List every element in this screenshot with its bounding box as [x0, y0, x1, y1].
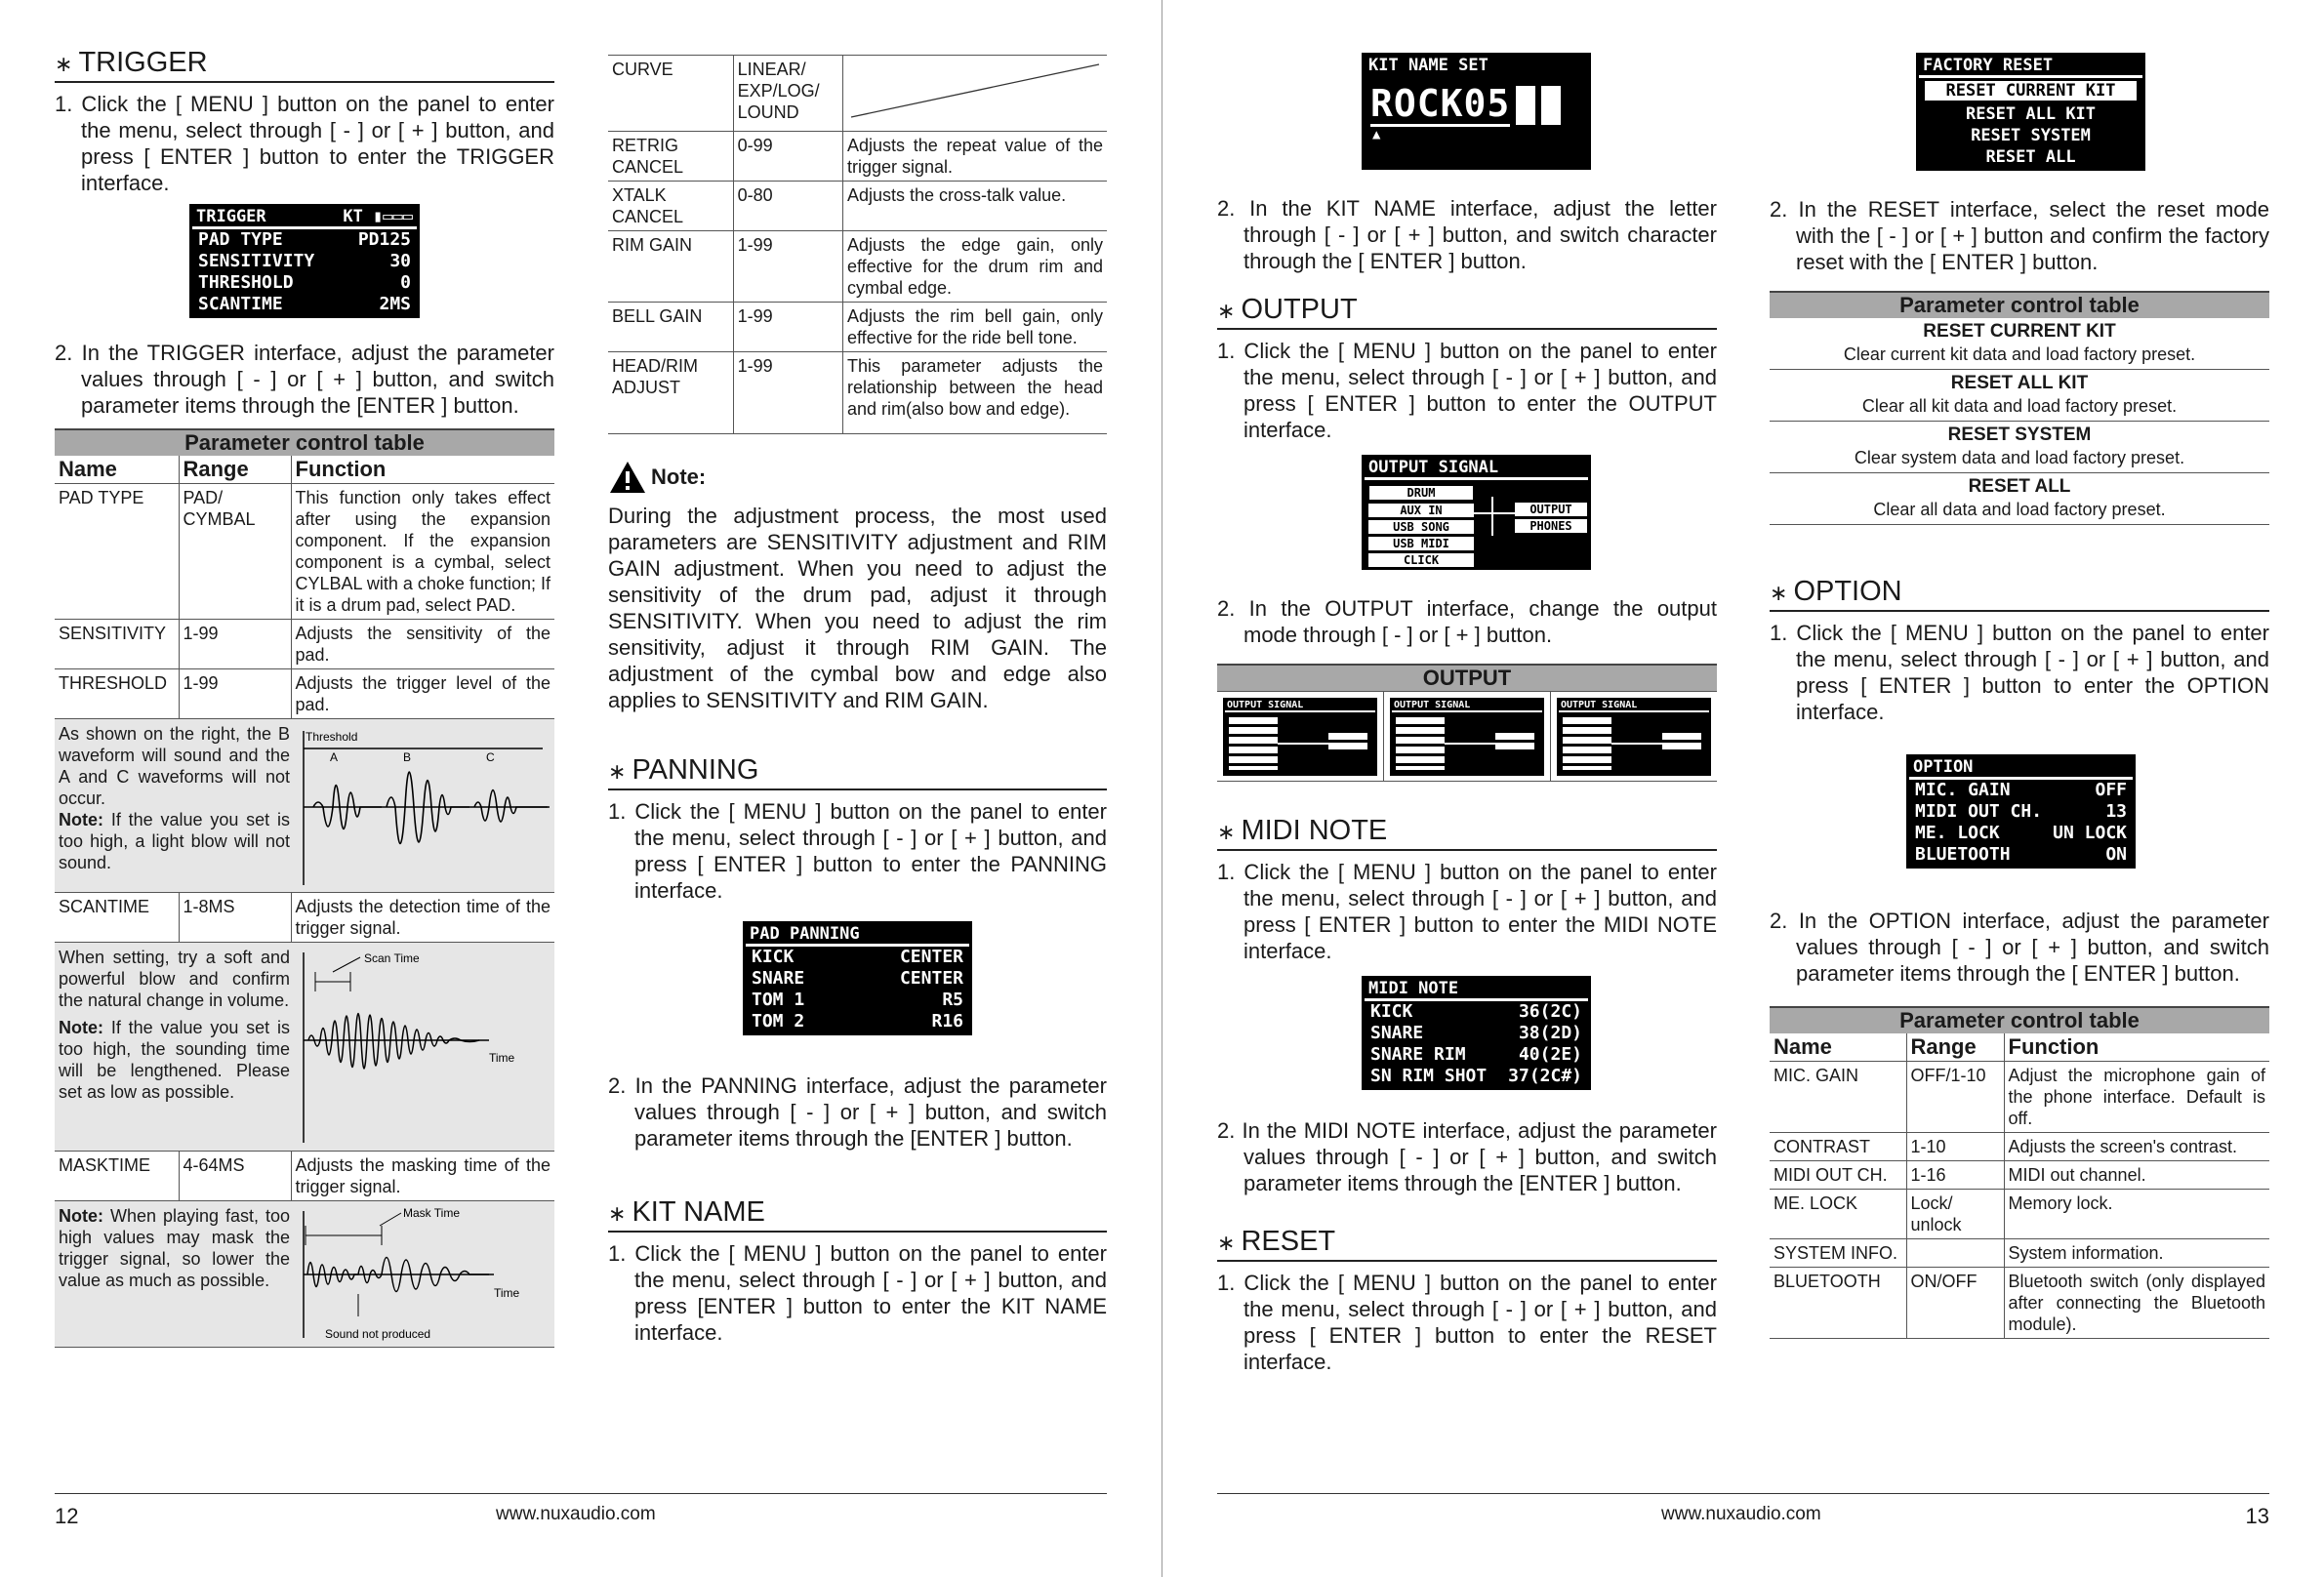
trigger-param-table-cont [608, 55, 1107, 434]
midi-step2: 2. In the MIDI NOTE interface, adjust the parameter values through [ - ] or [ + ] button, and switch parameter items through the [ENTER ] button. [1217, 1118, 1717, 1195]
section-title: ∗ KIT NAME [608, 1196, 1107, 1233]
threshold-note-block: As shown on the right, the B waveform will sound and the A and C waveforms will not occur. Note: If the value you set is too high, a light blow will not sound. Threshold A B C [55, 719, 554, 893]
note-heading [608, 460, 1107, 495]
trigger-lcd [189, 204, 420, 318]
note-text: During the adjustment process, the most used parameters are SENSITIVITY adjustment and RIM GAIN adjustment. When you need to adjust the sensitivity of the drum pad, adjust it through SENSITIVITY. When you need to adjust the rim sensitivity, adjust it through RIM GAIN. The adjustment of the cymbal bow and edge also applies to SENSITIVITY and RIM GAIN. [608, 504, 1107, 712]
column-4 [1770, 53, 2269, 1339]
column-2 [608, 55, 1107, 1346]
table-row: MIC. GAIN OFF/1-10 Adjust the microphone gain of the phone interface. Default is off. [1770, 1062, 2269, 1133]
option-param-table [1770, 1006, 2269, 1339]
table-row: CONTRAST 1-10 Adjusts the screen's contrast. [1770, 1133, 2269, 1161]
section-title: ∗ OUTPUT [1217, 294, 1717, 330]
lcd-label: PAD TYPE [198, 229, 283, 250]
trigger-title: TRIGGER [78, 47, 208, 78]
lcd-title: MIDI NOTE [1368, 979, 1459, 998]
svg-text:C: C [486, 750, 495, 764]
panning-title: PANNING [632, 754, 759, 786]
table-row: HEAD/RIM ADJUST 1-99 This parameter adjusts the relationship between the head and rim(also bow and edge). [608, 352, 1107, 434]
svg-text:B: B [403, 750, 412, 764]
kitname-step2: 2. In the KIT NAME interface, adjust the letter through [ - ] or [ + ] button, and switch character through the [ ENTER ] button. [1217, 196, 1717, 273]
table-row: RIM GAIN 1-99 Adjusts the edge gain, only effective for the drum rim and cymbal edge. [608, 231, 1107, 303]
factory-reset-lcd: FACTORY RESET RESET CURRENT KIT RESET ALL KIT RESET SYSTEM RESET ALL [1916, 53, 2145, 171]
table-row: ME. LOCK Lock/ unlock Memory lock. [1770, 1190, 2269, 1239]
option-title: OPTION [1793, 576, 1902, 607]
svg-text:Mask Time: Mask Time [403, 1206, 461, 1220]
panning-lcd: PAD PANNING KICK CENTER SNARE CENTER TOM 1 R5 TOM 2 R16 [743, 921, 972, 1035]
scantime-note-block: When setting, try a soft and powerful blow and confirm the natural change in volume. Note: If the value you set is too high, the sounding time will be lengthened. Please set as low as possible. Scan Time Time [55, 943, 554, 1152]
table-row: CURVE LINEAR/ EXP/LOG/ LOUND [608, 56, 1107, 132]
svg-text:A: A [330, 750, 339, 764]
footer-right [1217, 1493, 2269, 1528]
lcd-title: FACTORY RESET [1923, 56, 2054, 75]
output-mode-2: OUTPUT SIGNAL [1384, 692, 1551, 781]
table-row: RETRIG CANCEL 0-99 Adjusts the repeat value of the trigger signal. [608, 132, 1107, 182]
output-step1: 1. Click the [ MENU ] button on the panel to enter the menu, select through [ - ] or [ + ] button, and press [ ENTER ] button to enter the OUTPUT interface. [1217, 339, 1717, 442]
table-row: MASKTIME 4-64MS Adjusts the masking time of the trigger signal. [55, 1152, 554, 1201]
kitname-title: KIT NAME [632, 1196, 765, 1228]
lcd-label: SCANTIME [198, 294, 283, 314]
midi-step1: 1. Click the [ MENU ] button on the panel to enter the menu, select through [ - ] or [ + ] button, and press [ ENTER ] button to enter the MIDI NOTE interface. [1217, 860, 1717, 963]
table-row: SCANTIME 1-8MS Adjusts the detection time of the trigger signal. [55, 893, 554, 943]
option-step1: 1. Click the [ MENU ] button on the panel to enter the menu, select through [ - ] or [ + ] button, and press [ ENTER ] button to enter the OPTION interface. [1770, 621, 2269, 724]
reset-title: RESET [1241, 1226, 1336, 1257]
table-row: BLUETOOTH ON/OFF Bluetooth switch (only displayed after connecting the Bluetooth module). [1770, 1268, 2269, 1339]
lcd-title: TRIGGER [196, 207, 266, 226]
svg-text:Time: Time [494, 1286, 520, 1300]
lcd-title: OUTPUT SIGNAL [1368, 458, 1499, 477]
table-row: XTALK CANCEL 0-80 Adjusts the cross-talk value. [608, 182, 1107, 231]
svg-text:Sound not produced: Sound not produced [325, 1327, 431, 1341]
trigger-step2: 2. In the TRIGGER interface, adjust the parameter values through [ - ] or [ + ] button, and switch parameter items through the [ENTER ] button. [55, 341, 554, 418]
header-function: Function [2004, 1033, 2269, 1062]
table-row: SENSITIVITY 1-99 Adjusts the sensitivity of the pad. [55, 620, 554, 669]
output-table [1217, 664, 1717, 782]
section-title: ∗ TRIGGER [55, 47, 554, 83]
masktime-waveform-figure [294, 1201, 552, 1346]
threshold-note2: If the value you set is too high, a light blow will not sound. [59, 810, 290, 872]
scantime-waveform-figure [294, 943, 552, 1148]
table-row: BELL GAIN 1-99 Adjusts the rim bell gain, only effective for the ride bell tone. [608, 303, 1107, 352]
lcd-value: 0 [400, 272, 411, 293]
option-step2: 2. In the OPTION interface, adjust the parameter values through [ - ] or [ + ] button, and switch parameter items through the [ ENTER ] button. [1770, 909, 2269, 986]
website-url: www.nuxaudio.com [496, 1504, 656, 1524]
kitname-value: ROCK05 [1370, 83, 1582, 127]
output-mode-3: OUTPUT SIGNAL [1551, 692, 1717, 781]
header-range: Range [179, 456, 291, 484]
trigger-section [55, 47, 554, 1348]
table-caption: Parameter control table [1770, 291, 2269, 318]
lcd-value: 2MS [379, 294, 411, 314]
scantime-note2: If the value you set is too high, the sounding time will be lengthened. Please set as low as possible. [59, 1018, 290, 1102]
threshold-waveform-figure [294, 719, 552, 890]
output-title: OUTPUT [1241, 294, 1358, 325]
table-row: RESET CURRENT KIT Clear current kit data and load factory preset. [1770, 318, 2269, 370]
page-number: 13 [2245, 1504, 2269, 1528]
lcd-value: PD125 [357, 229, 411, 250]
table-row: PAD TYPE PAD/ CYMBAL This function only takes effect after using the expansion component. If the expansion component is a cymbal, select CYLBAL with a choke function; If it is a drum pad, select PAD. [55, 484, 554, 620]
table-row: MIDI OUT CH. 1-16 MIDI out channel. [1770, 1161, 2269, 1190]
midi-lcd: MIDI NOTE KICK 36(2C) SNARE 38(2D) SNARE RIM 40(2E) SN RIM SHOT 37(2C#) [1362, 976, 1591, 1090]
footer-left [55, 1493, 1107, 1529]
option-lcd: OPTION MIC. GAIN OFF MIDI OUT CH. 13 ME. LOCK UN LOCK BLUETOOTH ON [1906, 754, 2136, 869]
table-row: SYSTEM INFO. System information. [1770, 1239, 2269, 1268]
scantime-note: When setting, try a soft and powerful blow and confirm the natural change in volume. [59, 948, 290, 1010]
section-title: ∗ RESET [1217, 1226, 1717, 1262]
table-row: RESET ALL Clear all data and load factory preset. [1770, 473, 2269, 525]
kitname-step1: 1. Click the [ MENU ] button on the panel to enter the menu, select through [ - ] or [ + ] button, and press [ENTER ] button to enter the KIT NAME interface. [608, 1241, 1107, 1345]
svg-text:Scan Time: Scan Time [364, 951, 420, 965]
kitname-lcd [1362, 53, 1591, 170]
output-step2: 2. In the OUTPUT interface, change the output mode through [ - ] or [ + ] button. [1217, 596, 1717, 647]
section-title: ∗ OPTION [1770, 576, 2269, 612]
website-url: www.nuxaudio.com [1661, 1504, 1821, 1524]
lcd-title: OPTION [1913, 757, 1974, 777]
panning-step2: 2. In the PANNING interface, adjust the parameter values through [ - ] or [ + ] button, and switch parameter items through the [ENTER ] button. [608, 1073, 1107, 1151]
lcd-value: 30 [389, 251, 411, 271]
note-title: Note: [651, 465, 707, 489]
table-row: RESET ALL KIT Clear all kit data and load factory preset. [1770, 370, 2269, 422]
page-number: 12 [55, 1504, 79, 1528]
output-lcd: OUTPUT SIGNAL DRUM AUX IN USB SONG USB MIDI CLICK OUTPUT PHONES [1362, 455, 1591, 570]
reset-param-table [1770, 291, 2269, 525]
warning-icon [608, 460, 647, 495]
cursor-icon: ▲ [1372, 127, 1381, 142]
mask-note: When playing fast, too high values may mask the trigger signal, so lower the value as much as possible. [59, 1206, 290, 1290]
header-name: Name [55, 456, 179, 484]
lcd-title: PAD PANNING [750, 924, 860, 944]
header-function: Function [291, 456, 554, 484]
curve-diagram [843, 56, 1108, 132]
svg-text:Time: Time [489, 1051, 515, 1065]
lcd-title: KIT NAME SET [1368, 56, 1488, 75]
lcd-label: SENSITIVITY [198, 251, 315, 271]
header-name: Name [1770, 1033, 1906, 1062]
table-row: RESET SYSTEM Clear system data and load factory preset. [1770, 422, 2269, 473]
table-caption: Parameter control table [55, 428, 554, 456]
reset-step2: 2. In the RESET interface, select the reset mode with the [ - ] or [ + ] button and confirm the factory reset with the [ ENTER ] button. [1770, 197, 2269, 274]
output-mode-1: OUTPUT SIGNAL [1217, 692, 1384, 781]
reset-step1: 1. Click the [ MENU ] button on the panel to enter the menu, select through [ - ] or [ + ] button, and press [ ENTER ] button to enter the RESET interface. [1217, 1271, 1717, 1374]
column-3 [1217, 53, 1717, 1375]
svg-text:Threshold: Threshold [306, 730, 358, 744]
midi-title: MIDI NOTE [1241, 815, 1388, 846]
masktime-note-block: Note: When playing fast, too high values may mask the trigger signal, so lower the value as much as possible. Mask Time Time Sound not produced [55, 1201, 554, 1348]
header-range: Range [1906, 1033, 2004, 1062]
threshold-note: As shown on the right, the B waveform will sound and the A and C waveforms will not occur. [59, 724, 290, 808]
table-row: THRESHOLD 1-99 Adjusts the trigger level of the pad. [55, 669, 554, 719]
trigger-param-table [55, 428, 554, 1348]
trigger-step1: 1. Click the [ MENU ] button on the panel to enter the menu, select through [ - ] or [ + ] button, and press [ ENTER ] button to enter the TRIGGER interface. [55, 92, 554, 195]
lcd-label: THRESHOLD [198, 272, 294, 293]
table-caption: Parameter control table [1770, 1006, 2269, 1033]
section-title: ∗ MIDI NOTE [1217, 815, 1717, 851]
panning-step1: 1. Click the [ MENU ] button on the panel to enter the menu, select through [ - ] or [ + ] button, and press [ ENTER ] button to enter the PANNING interface. [608, 799, 1107, 903]
lcd-kt: KT ▮▭▭▭ [343, 207, 413, 226]
section-title: ∗ PANNING [608, 754, 1107, 790]
table-caption: OUTPUT [1217, 664, 1717, 691]
